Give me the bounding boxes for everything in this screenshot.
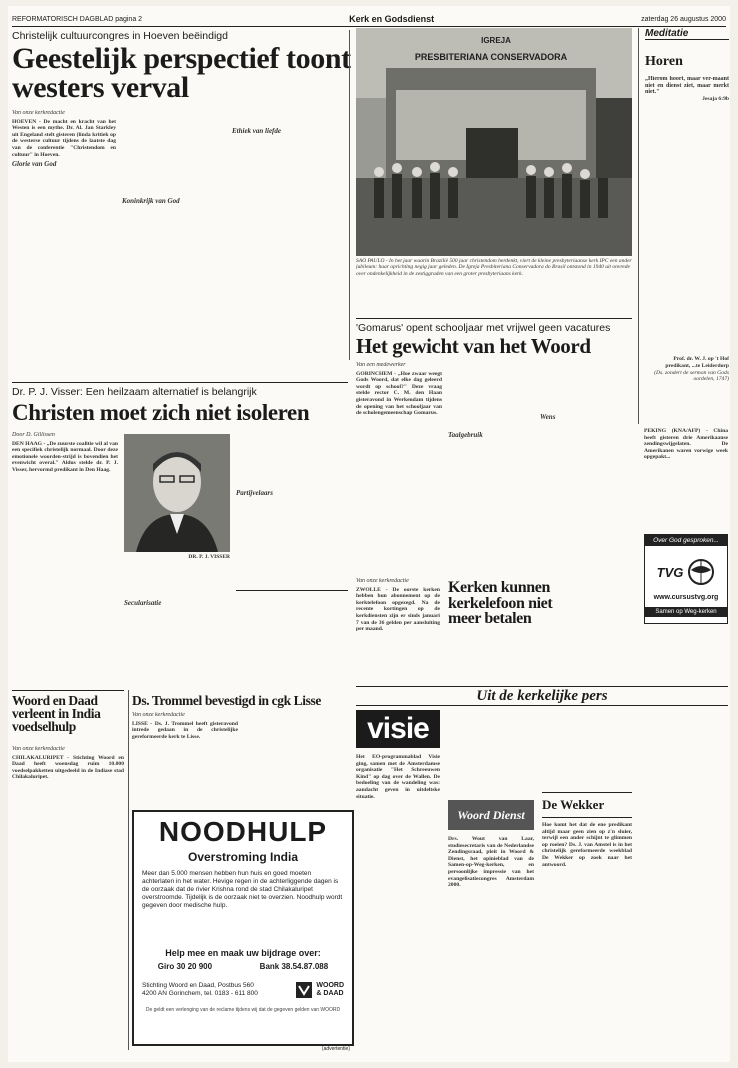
tvg-advert[interactable]: [644, 534, 728, 624]
article4-lead: ZWOLLE - De oorste kerken hebben hun abonnement op de kerktelefoon opgezegd. Na de recente kortingen op de kerkdiensten zijn er sinds januari 7 van de 36 gelden per aansluiting per maand.: [356, 586, 440, 633]
woord-dienst-lead: Drs. Wout van Laar, studiesecretaris van de Nederlandse Zendingsraad, pleit in Woord & Dienst, het opinieblad van de Samen-op-Weg-kerken, en persoonlijke impressie van het evangelisatiecongres Amsterdam 2000.: [448, 836, 534, 889]
article3-col3: [236, 434, 348, 584]
tvg-logo-text: TVG: [656, 564, 684, 580]
article3-subhead-1: Secularisatie: [124, 599, 162, 607]
church-photo-image: [356, 28, 632, 256]
article1-lead: HOEVEN - De macht en kracht van het Westen is een mythe. Dr. Al. Jan Starkley uit Engeland stelt gisteren (linda kritiek op de westerse cultuur tijdens de laatste dag van de conferentie "Christendom en cultuur" in Hoeven.: [12, 118, 116, 158]
article2-subhead-1: Taalgebruik: [448, 431, 483, 439]
article2-rule: [356, 318, 632, 319]
article1-kicker: Christelijk cultuurcongres in Hoeven beëindigd: [12, 30, 228, 42]
peking-notice-lead: PEKING (KNA/AFP) - China heeft gisteren drie Amerikaanse zendingswijgelaten. De Amerikanen waren vorwige week opgepakt...: [644, 428, 728, 461]
article2-col1: [356, 362, 442, 558]
church-sign-bottom: PRESBITERIANA CONSERVADORA: [414, 52, 568, 62]
tvg-tagline: Samen op Weg-kerken: [645, 607, 727, 617]
noodhulp-address-2: 4200 AN Gorinchem, tel. 0183 - 611 800: [142, 990, 258, 997]
woord-dienst-top-text: [448, 710, 534, 796]
article3-end-rule: [236, 590, 348, 591]
article4-col2: [448, 624, 536, 676]
article1-subhead-1: Glorie van God: [12, 160, 57, 169]
woord-dienst-logo-text: Woord Dienst: [457, 807, 525, 822]
globe-icon: [687, 558, 715, 586]
article1-col3: [232, 110, 342, 358]
article1-subhead-3: Ethiek van liefde: [232, 127, 281, 135]
article2-lead: GORINCHEM - „Hoe zwaar weegt Gods Woord, dat elke dag geleerd wordt op school?" Deze vraag stelde rector C. M. den Haan gisteravond in Werkendam tijdens de opening van het schooljaar van de scholengemeenschap Gomarus.: [356, 370, 442, 417]
article3-rule: [12, 382, 348, 383]
article6-headline[interactable]: Ds. Trommel bevestigd in cgk Lisse: [132, 693, 321, 708]
article4-byline: Van onze kerkredactie: [356, 578, 409, 584]
church-sign-top: IGREJA: [481, 36, 511, 45]
article6-col1: [132, 712, 238, 800]
woord-daad-logo-bottom: & DAAD: [316, 990, 344, 997]
article1-subhead-2: Koninkrijk van God: [122, 197, 180, 205]
article3-col1: [12, 432, 118, 676]
article4-col1: [356, 578, 440, 678]
peking-notice: [644, 428, 728, 524]
article2-col2: [448, 362, 534, 558]
article3-col2: [124, 564, 230, 676]
newspaper-page: [8, 6, 730, 1062]
dewekker-logo: [542, 792, 632, 818]
meditatie-footnote: (Ds. zondert de sermon van Gods oordelen, 1747): [654, 369, 729, 383]
article3-byline: Door D. Gillissen: [12, 432, 55, 438]
article5-lead: CHILAKALURIPET - Stichting Woord en Daad heeft woensdag ruim 10.000 voedselpakketten uitgedeeld in de Indiase stad Chilakaluripet.: [12, 754, 124, 781]
kerkelijke-pers-banner: [356, 686, 728, 706]
noodhulp-footnote: De geldt een verlenging van de reclame tijdens wij dat de gegeven gelden van WOORD: [145, 1007, 341, 1013]
noodhulp-advert-tag: (advertentie): [321, 1046, 350, 1052]
noodhulp-advert[interactable]: [132, 810, 354, 1046]
article3-lead: DEN HAAG - „De zuurste coalitie wil al van een specifiek christelijk normaal. Door deze emotionele woorden-strijd is bovendien het evenwicht overal." Aldus stelde dr. P. J. Visser, hervormd predikant in Den Haag.: [12, 440, 118, 473]
article1-headline[interactable]: Geestelijk perspectief toont westers verval: [12, 42, 351, 105]
article5-rule: [12, 690, 124, 691]
meditatie-ref: Jesaja 6:9b: [702, 95, 729, 102]
article6-byline: Van onze kerkredactie: [132, 712, 185, 718]
dewekker-col: [542, 822, 632, 1050]
column-divider-2: [128, 690, 129, 1050]
column-divider: [349, 30, 350, 360]
meditatie-author-role: predikant, ...te Leiderdorp: [665, 362, 729, 369]
visie-logo: [356, 710, 440, 748]
meditatie-column: [638, 28, 729, 424]
article3-headline[interactable]: Christen moet zich niet isoleren: [12, 400, 310, 425]
visie-col: [356, 754, 440, 1050]
wekker-top-text: [542, 710, 632, 790]
visser-photo-caption: DR. P. J. VISSER: [188, 554, 230, 560]
noodhulp-body: Meer dan 5.000 mensen hebben hun huis en goed moeten achterlaten in het water. Hevige regen in de achterliggende dagen is de oorzaak dat de rivier Krishna rond de stad Chilakaluripet overstroomde. Tijdelijk is de oorzaak niet te overzien. Noodhulp wordt gegeven door medische hulp.: [142, 870, 343, 909]
noodhulp-subtitle: Overstroming India: [187, 850, 299, 864]
masthead-date: zaterdag 26 augustus 2000: [641, 15, 726, 23]
article6-lead: LISSE - Ds. J. Trommel heeft gisteravond intrede gedaan in de christelijke gereformeerde kerk te Lisse.: [132, 720, 238, 740]
meditatie-body: [645, 106, 729, 356]
woord-daad-logo-icon: [295, 981, 313, 999]
woord-daad-logo: [295, 981, 344, 999]
meditatie-title: Horen: [645, 54, 683, 69]
article6-col2: [244, 712, 350, 800]
article5-headline[interactable]: Woord en Daad verleent in India voedselhulp: [12, 693, 101, 735]
visie-logo-text: visie: [367, 712, 429, 745]
visie-lead: Het EO-programmablad Visie ging, samen met de Amsterdamse organisatie "Het Schreeuwen Kind" op dag over de Wallen. De bedoeling van de wandeling was: aandacht geven in uitdeltske situatie.: [356, 754, 440, 800]
dewekker-logo-text: De Wekker: [542, 797, 605, 812]
noodhulp-bank: Bank 38.54.87.088: [259, 962, 329, 971]
meditatie-header: Meditatie: [645, 28, 729, 40]
article2-headline[interactable]: Het gewicht van het Woord: [356, 334, 591, 358]
church-photo-caption: SAO PAULO - In het jaar waarin Brazilië 500 jaar christendom herdenkt, viert de kleine presbyteriaanse kerk IPC een ander jubileum: haar oprichting negig jaar geleden. De Igreja Presbiteriana Conservadora do Brasil ontstond in 1940 uit onvrede over ondenkelijkheid in de zestiggraden van een groter presbyteriaans kerk.: [356, 258, 632, 277]
noodhulp-giro: Giro 30 20 900: [157, 962, 213, 971]
woord-daad-logo-top: WOORD: [316, 982, 344, 989]
masthead-section: Kerk en Godsdienst: [349, 14, 435, 24]
tvg-advert-title: Over God gesproken...: [645, 535, 727, 546]
noodhulp-call: Help mee en maak uw bijdrage over:: [165, 948, 321, 958]
article2-kicker: 'Gomarus' opent schooljaar met vrijwel geen vacatures: [356, 322, 611, 334]
woord-dienst-col: [448, 836, 534, 1050]
article1-col2: [122, 110, 226, 358]
meditatie-author: Prof. dr. W. J. op 't Hof: [673, 356, 729, 363]
noodhulp-address-1: Stichting Woord en Daad, Postbus 560: [142, 982, 254, 989]
article2-col3: [540, 362, 632, 558]
article1-col1: [12, 110, 116, 358]
woord-dienst-logo: [448, 800, 534, 830]
article2-byline: Van een medewerker: [356, 362, 406, 368]
article4-col3: [542, 578, 634, 678]
article2-subhead-2: Wens: [540, 413, 556, 421]
dewekker-lead: Hoe komt het dat de ene predikant altijd maar geen zien op z'n sluier, terwijl een ander schijnt te glimmen op roeien? Ds. J. van Amstel is in het christelijk gereformeerde weekblad De Wekker op zoek naar het antwoord.: [542, 822, 632, 868]
article5-byline: Van onze kerkredactie: [12, 746, 65, 752]
visser-photo: [124, 434, 230, 552]
article3-kicker: Dr. P. J. Visser: Een heilzaam alternatief is belangrijk: [12, 386, 257, 398]
dewekker-col2: [640, 710, 728, 1050]
article5-col: [12, 746, 124, 1050]
article3-subhead-2: Partijvelaars: [236, 489, 273, 497]
masthead-paper: REFORMATORISCH DAGBLAD pagina 2: [12, 15, 143, 23]
kerkelijke-pers-title: Uit de kerkelijke pers: [476, 687, 608, 704]
meditatie-verse: „Hierom hoort, maar ver-maant niet en dienst ziet, maar merkt niet.": [645, 76, 729, 96]
visser-portrait: [124, 434, 230, 552]
masthead: [12, 12, 726, 27]
noodhulp-title: NOODHULP: [158, 816, 328, 847]
article4-headline[interactable]: Kerken kunnen kerkelefoon niet meer betalen: [448, 579, 553, 628]
article3-col3b: [236, 596, 348, 676]
church-photo: [356, 28, 632, 256]
tvg-url[interactable]: www.cursustvg.org: [653, 594, 719, 601]
article1-byline: Van onze kerkredactie: [12, 110, 65, 116]
